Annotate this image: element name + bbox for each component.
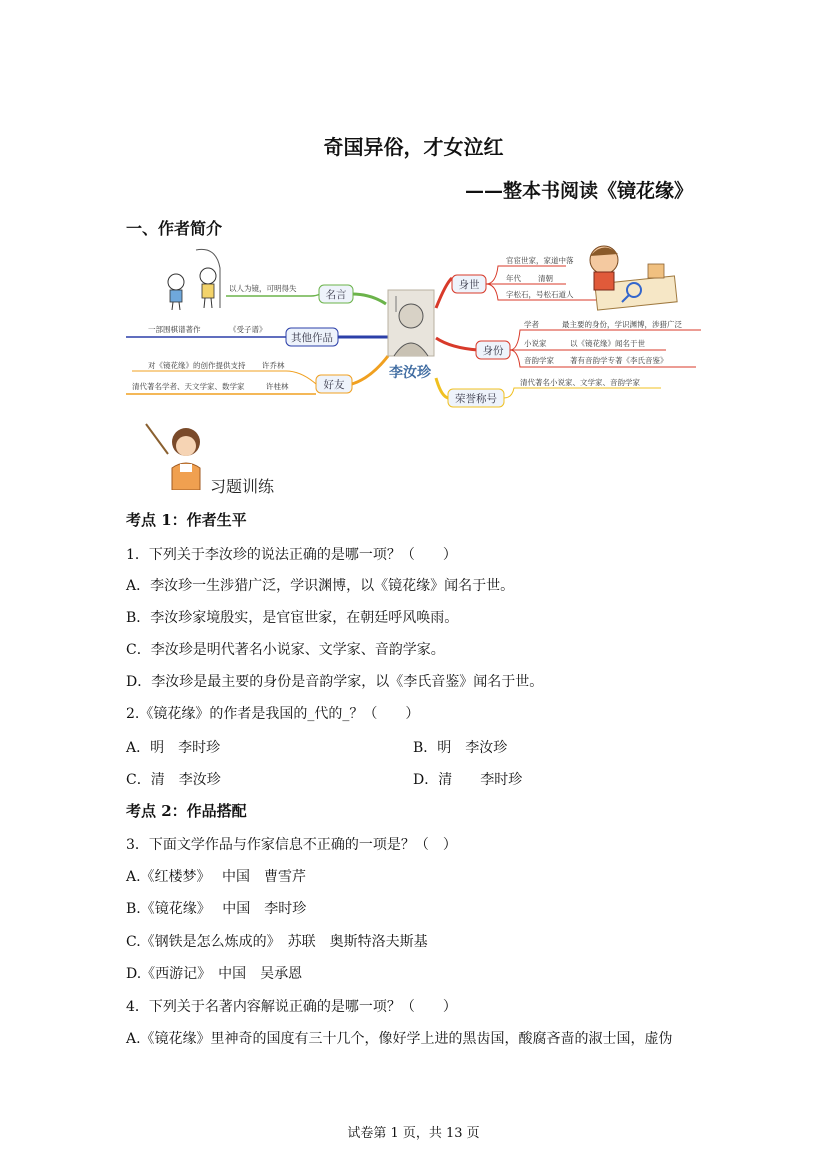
shenfen-item-3: 小说家 bbox=[524, 339, 547, 348]
shenshi-item-1: 官宦世家，家道中落 bbox=[506, 256, 574, 265]
rongyu-item: 清代著名小说家、文学家、音韵学家 bbox=[520, 378, 640, 387]
q2-stem: 2.《镜花缘》的作者是我国的_代的_？（ ） bbox=[126, 706, 420, 722]
q3-option-c: C.《钢铁是怎么炼成的》 苏联 奥斯特洛夫斯基 bbox=[126, 934, 428, 950]
q3-option-b: B.《镜花缘》 中国 李时珍 bbox=[126, 901, 307, 917]
page-title: 奇国异俗，才女泣红 bbox=[323, 135, 504, 159]
q4-option-a: A.《镜花缘》里神奇的国度有三十几个，像好学上进的黑齿国，酸腐吝啬的淑士国，虚伪 bbox=[126, 1031, 673, 1047]
shenshi-item-3: 清朝 bbox=[538, 274, 553, 283]
haoyou-item-2: 许乔林 bbox=[262, 361, 285, 370]
shenfen-item-1: 学者 bbox=[524, 320, 539, 329]
q2-option-b: B．明 李汝珍 bbox=[413, 740, 508, 756]
kaodian-1: 考点 1：作者生平 bbox=[126, 511, 247, 529]
node-haoyou: 好友 bbox=[323, 379, 345, 391]
shenshi-item-2: 年代 bbox=[506, 274, 521, 283]
section-heading-author: 一、作者简介 bbox=[126, 219, 223, 238]
q4-stem: 4．下列关于名著内容解说正确的是哪一项？（ ） bbox=[126, 999, 457, 1015]
haoyou-item-3: 清代著名学者、天文学家、数学家 bbox=[132, 382, 245, 391]
node-rongyu: 荣誉称号 bbox=[455, 393, 497, 405]
q1-option-d: D．李汝珍是最主要的身份是音韵学家，以《李氏音鉴》闻名于世。 bbox=[126, 674, 544, 690]
shenshi-item-4: 字松石，号松石道人 bbox=[506, 290, 574, 299]
q1-option-a: A．李汝珍一生涉猎广泛，学识渊博，以《镜花缘》闻名于世。 bbox=[126, 578, 515, 594]
q2-option-a: A．明 李时珍 bbox=[126, 740, 221, 756]
author-mindmap bbox=[126, 238, 706, 410]
q3-stem: 3．下面文学作品与作家信息不正确的一项是？（ ） bbox=[126, 837, 457, 853]
q2-option-d: D．清 李时珍 bbox=[413, 772, 523, 788]
shenfen-item-2: 最主要的身份，学识渊博，涉猎广泛 bbox=[562, 320, 682, 329]
mingyan-item: 以人为镜，可明得失 bbox=[229, 284, 297, 293]
shenfen-item-4: 以《镜花缘》闻名于世 bbox=[570, 339, 645, 348]
node-mingyan: 名言 bbox=[325, 289, 347, 301]
shenfen-item-5: 音韵学家 bbox=[524, 356, 554, 365]
q1-option-b: B．李汝珍家境殷实，是官宦世家，在朝廷呼风唤雨。 bbox=[126, 610, 459, 626]
shenfen-item-6: 著有音韵学专著《李氏音鉴》 bbox=[570, 356, 668, 365]
haoyou-item-4: 许桂林 bbox=[266, 382, 289, 391]
qita-item-1: 一部围棋谱著作 bbox=[148, 325, 201, 334]
reading-boy-illustration bbox=[590, 246, 677, 310]
node-qita: 其他作品 bbox=[291, 332, 333, 344]
page-subtitle: ——整本书阅读《镜花缘》 bbox=[464, 180, 693, 202]
page-footer: 试卷第 1 页，共 13 页 bbox=[347, 1126, 480, 1141]
q3-option-a: A.《红楼梦》 中国 曹雪芹 bbox=[126, 869, 307, 885]
q1-stem: 1．下列关于李汝珍的说法正确的是哪一项？（ ） bbox=[126, 547, 457, 563]
q1-option-c: C．李汝珍是明代著名小说家、文学家、音韵学家。 bbox=[126, 642, 445, 658]
q2-option-c: C．清 李汝珍 bbox=[126, 772, 221, 788]
kaodian-2: 考点 2：作品搭配 bbox=[126, 802, 247, 820]
haoyou-item-1: 对《镜花缘》的创作提供支持 bbox=[148, 361, 246, 370]
center-name: 李汝珍 bbox=[389, 365, 431, 381]
qita-item-2: 《受子谱》 bbox=[229, 325, 267, 334]
node-shenfen: 身份 bbox=[482, 345, 504, 357]
q3-option-d: D.《西游记》 中国 吴承恩 bbox=[126, 966, 303, 982]
portrait-li-ruzhen bbox=[388, 290, 434, 356]
node-shenshi: 身世 bbox=[458, 279, 480, 291]
kids-illustration bbox=[168, 249, 220, 310]
practice-label: 习题训练 bbox=[210, 477, 275, 496]
teacher-illustration bbox=[142, 420, 212, 490]
